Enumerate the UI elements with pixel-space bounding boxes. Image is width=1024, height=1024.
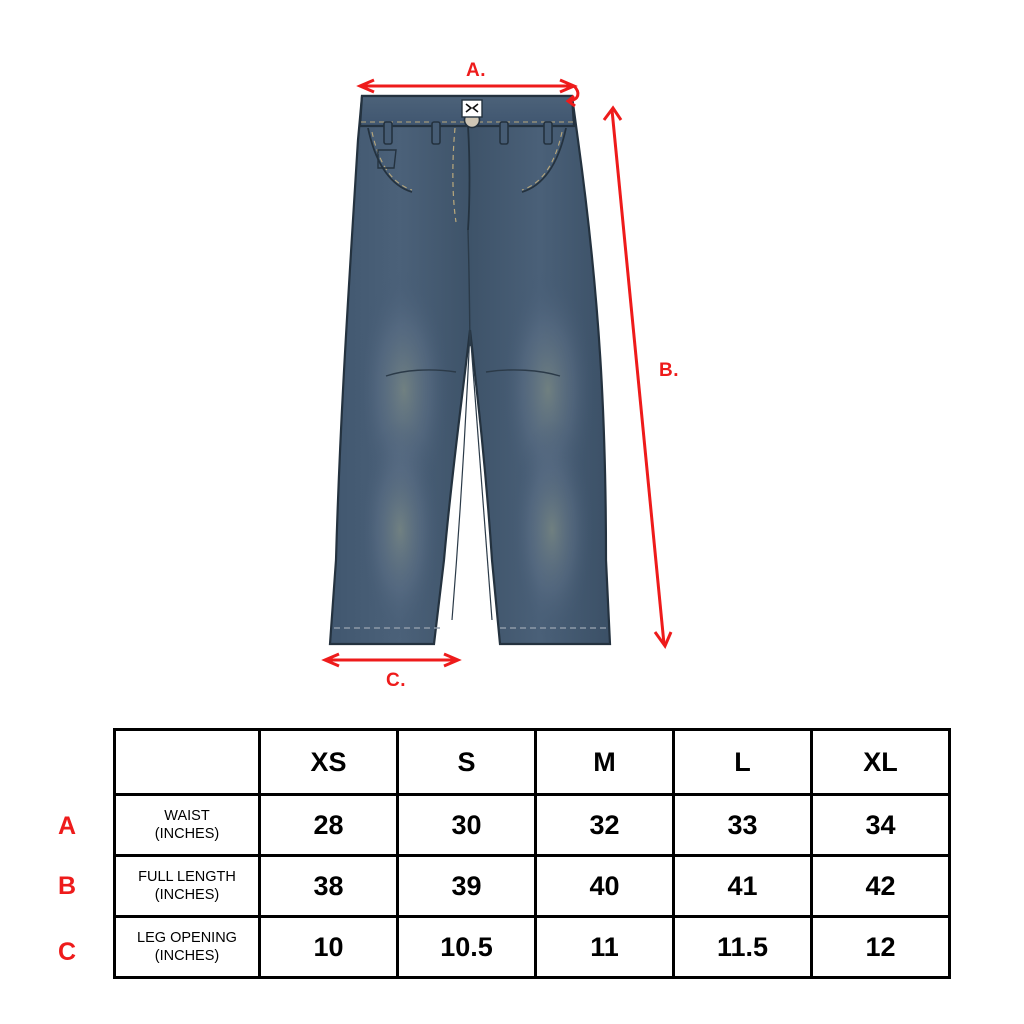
size-table [113, 728, 951, 979]
row-label-leg-opening-text: LEG OPENING [137, 929, 237, 946]
full-length-m: 40 [536, 856, 674, 917]
header-corner-cell [115, 730, 260, 795]
header-size-xl: XL [812, 730, 950, 795]
leg-opening-m: 11 [536, 917, 674, 978]
right-knee-fade [510, 420, 594, 640]
row-letter-c: C [58, 938, 77, 966]
table-row [115, 856, 950, 917]
full-length-xs: 38 [260, 856, 398, 917]
row-label-full-length-text: FULL LENGTH [138, 868, 236, 885]
table-row [115, 917, 950, 978]
row-letter-b: B [58, 872, 77, 900]
full-length-l: 41 [674, 856, 812, 917]
leg-opening-s: 10.5 [398, 917, 536, 978]
header-size-s: S [398, 730, 536, 795]
waist-xs: 28 [260, 795, 398, 856]
size-chart [113, 728, 950, 979]
leg-opening-l: 11.5 [674, 917, 812, 978]
row-label-waist-text: WAIST [164, 807, 210, 824]
row-label-full-length [115, 856, 260, 917]
row-label-waist-unit: (INCHES) [154, 826, 220, 842]
header-size-xs: XS [260, 730, 398, 795]
measure-label-c: C. [386, 670, 406, 691]
waist-s: 30 [398, 795, 536, 856]
waist-m: 32 [536, 795, 674, 856]
waist-l: 33 [674, 795, 812, 856]
header-size-m: M [536, 730, 674, 795]
leg-opening-xl: 12 [812, 917, 950, 978]
leg-opening-xs: 10 [260, 917, 398, 978]
jeans-body [330, 96, 610, 644]
full-length-s: 39 [398, 856, 536, 917]
measure-label-b: B. [659, 360, 679, 381]
table-header-row [115, 730, 950, 795]
measure-label-a: A. [466, 60, 486, 81]
measure-b-line [612, 110, 664, 644]
waist-xl: 34 [812, 795, 950, 856]
row-label-waist [115, 795, 260, 856]
row-label-leg-opening [115, 917, 260, 978]
row-label-leg-opening-unit: (INCHES) [154, 948, 220, 964]
table-row [115, 795, 950, 856]
row-letter-a: A [58, 812, 77, 840]
full-length-xl: 42 [812, 856, 950, 917]
header-size-l: L [674, 730, 812, 795]
left-knee-fade [358, 420, 442, 640]
row-label-full-length-unit: (INCHES) [154, 887, 220, 903]
brand-patch [462, 100, 482, 117]
